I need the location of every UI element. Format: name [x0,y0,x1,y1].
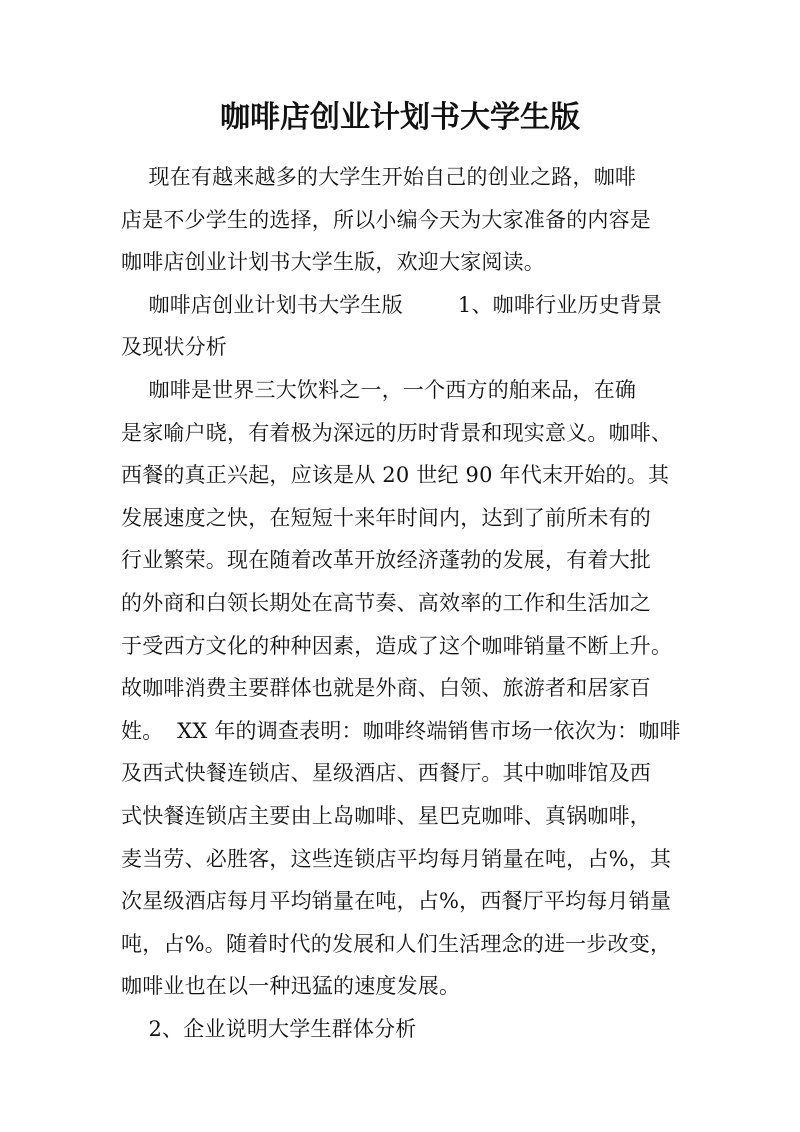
text-line: 店是不少学生的选择，所以小编今天为大家准备的内容是 [121,207,651,232]
text-line: 是家喻户晓，有着极为深远的历时背景和现实意义。咖啡、 [121,420,673,445]
text-line: 姓。 XX 年的调查表明：咖啡终端销售市场一依次为：咖啡 [121,718,681,743]
document-body [121,156,681,1050]
text-line: 式快餐连锁店主要由上岛咖啡、星巴克咖啡、真锅咖啡， [121,803,651,828]
text-line: 行业繁荣。现在随着改革开放经济蓬勃的发展，有着大批 [121,548,651,573]
text-line: 发展速度之快，在短短十来年时间内，达到了前所未有的 [121,505,651,530]
text-line: 咖啡业也在以一种迅猛的速度发展。 [121,974,461,999]
section-heading-line: 2、企业说明大学生群体分析 [121,1016,417,1041]
text-line: 现在有越来越多的大学生开始自己的创业之路，咖啡 [121,165,637,189]
text-line: 吨，占%。随着时代的发展和人们生活理念的进一步改变， [121,931,672,956]
text-line: 于受西方文化的种种因素，造成了这个咖啡销量不断上升。 [121,633,673,658]
text-line: 麦当劳、必胜客，这些连锁店平均每月销量在吨，占%，其 [121,846,672,871]
text-line: 及西式快餐连锁店、星级酒店、西餐厅。其中咖啡馆及西 [121,761,651,786]
section-heading-line: 咖啡店创业计划书大学生版 1、咖啡行业历史背景 [121,292,663,317]
text-line: 故咖啡消费主要群体也就是外商、白领、旅游者和居家百 [121,676,651,701]
text-line: 咖啡店创业计划书大学生版，欢迎大家阅读。 [121,250,545,275]
section-heading-line: 及现状分析 [121,335,227,360]
text-line: 西餐的真正兴起，应该是从 20 世纪 90 年代末开始的。其 [121,463,670,488]
text-line: 的外商和白领长期处在高节奏、高效率的工作和生活加之 [121,590,651,615]
document-title: 咖啡店创业计划书大学生版 [220,100,580,135]
text-line: 次星级酒店每月平均销量在吨，占%，西餐厅平均每月销量 [121,889,672,914]
text-line: 咖啡是世界三大饮料之一，一个西方的舶来品，在确 [121,377,637,402]
